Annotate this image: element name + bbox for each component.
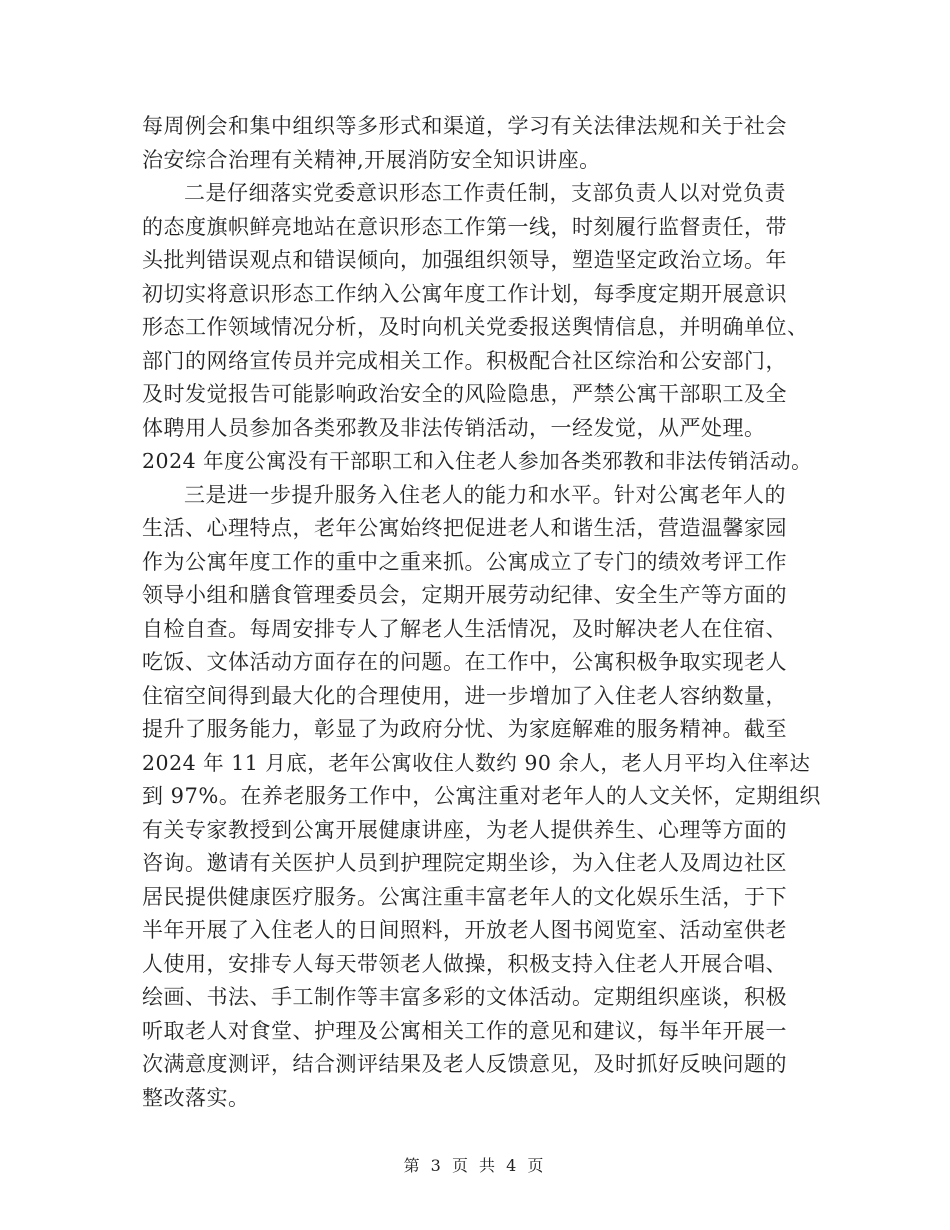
body-text bbox=[142, 110, 822, 1115]
text-line: 每周例会和集中组织等多形式和渠道，学习有关法律法规和关于社会 bbox=[142, 114, 787, 138]
text-line: 部门的网络宣传员并完成相关工作。积极配合社区综治和公安部门， bbox=[142, 348, 787, 373]
text-line: 治安综合治理有关精神,开展消防安全知识讲座。 bbox=[142, 147, 601, 172]
paragraph-start-line: 三是进一步提升服务入住老人的能力和水平。针对公寓老年人的 bbox=[184, 482, 786, 507]
paragraph-start-line: 二是仔细落实党委意识形态工作责任制，支部负责人以对党负责 bbox=[184, 181, 786, 205]
text-line: 2024 年 11 月底，老年公寓收住人数约 90 余人，老人月平均入住率达 bbox=[142, 750, 811, 775]
text-line: 住宿空间得到最大化的合理使用，进一步增加了入住老人容纳数量， bbox=[142, 683, 787, 708]
text-line: 及时发觉报告可能影响政治安全的风险隐患，严禁公寓干部职工及全 bbox=[142, 382, 787, 406]
text-line: 作为公寓年度工作的重中之重来抓。公寓成立了专门的绩效考评工作 bbox=[142, 549, 787, 574]
text-line: 形态工作领域情况分析，及时向机关党委报送舆情信息，并明确单位、 bbox=[142, 315, 809, 339]
text-line: 初切实将意识形态工作纳入公寓年度工作计划，每季度定期开展意识 bbox=[142, 281, 787, 306]
text-line: 2024 年度公寓没有干部职工和入住老人参加各类邪教和非法传销活动。 bbox=[142, 449, 813, 473]
text-line: 居民提供健康医疗服务。公寓注重丰富老年人的文化娱乐生活，于下 bbox=[142, 884, 787, 909]
text-line: 提升了服务能力，彰显了为政府分忧、为家庭解难的服务精神。截至 bbox=[142, 717, 787, 741]
text-line: 咨询。邀请有关医护人员到护理院定期坐诊，为入住老人及周边社区 bbox=[142, 851, 787, 875]
text-line: 自检自查。每周安排专人了解老人生活情况，及时解决老人在住宿、 bbox=[142, 616, 787, 641]
text-line: 到 97%。在养老服务工作中，公寓注重对老年人的人文关怀，定期组织 bbox=[142, 784, 821, 808]
text-line: 领导小组和膳食管理委员会，定期开展劳动纪律、安全生产等方面的 bbox=[142, 583, 787, 607]
text-line: 有关专家教授到公寓开展健康讲座，为老人提供养生、心理等方面的 bbox=[142, 817, 787, 842]
text-line: 听取老人对食堂、护理及公寓相关工作的意见和建议，每半年开展一 bbox=[142, 1018, 787, 1043]
text-line: 绘画、书法、手工制作等丰富多彩的文体活动。定期组织座谈，积极 bbox=[142, 985, 787, 1009]
text-line: 体聘用人员参加各类邪教及非法传销活动，一经发觉，从严处理。 bbox=[142, 415, 766, 440]
text-line: 生活、心理特点，老年公寓始终把促进老人和谐生活，营造温馨家园 bbox=[142, 516, 787, 540]
text-line: 头批判错误观点和错误倾向，加强组织领导，塑造坚定政治立场。年 bbox=[142, 248, 787, 272]
text-line: 次满意度测评，结合测评结果及老人反馈意见，及时抓好反映问题的 bbox=[142, 1052, 787, 1076]
text-line: 半年开展了入住老人的日间照料，开放老人图书阅览室、活动室供老 bbox=[142, 918, 787, 942]
text-line: 吃饭、文体活动方面存在的问题。在工作中，公寓积极争取实现老人 bbox=[142, 650, 787, 674]
text-line: 整改落实。 bbox=[142, 1085, 250, 1110]
text-line: 人使用，安排专人每天带领老人做操，积极支持入住老人开展合唱、 bbox=[142, 951, 787, 976]
page-number-footer: 第 3 页 共 4 页 bbox=[403, 1156, 547, 1175]
text-line: 的态度旗帜鲜亮地站在意识形态工作第一线，时刻履行监督责任，带 bbox=[142, 214, 787, 239]
